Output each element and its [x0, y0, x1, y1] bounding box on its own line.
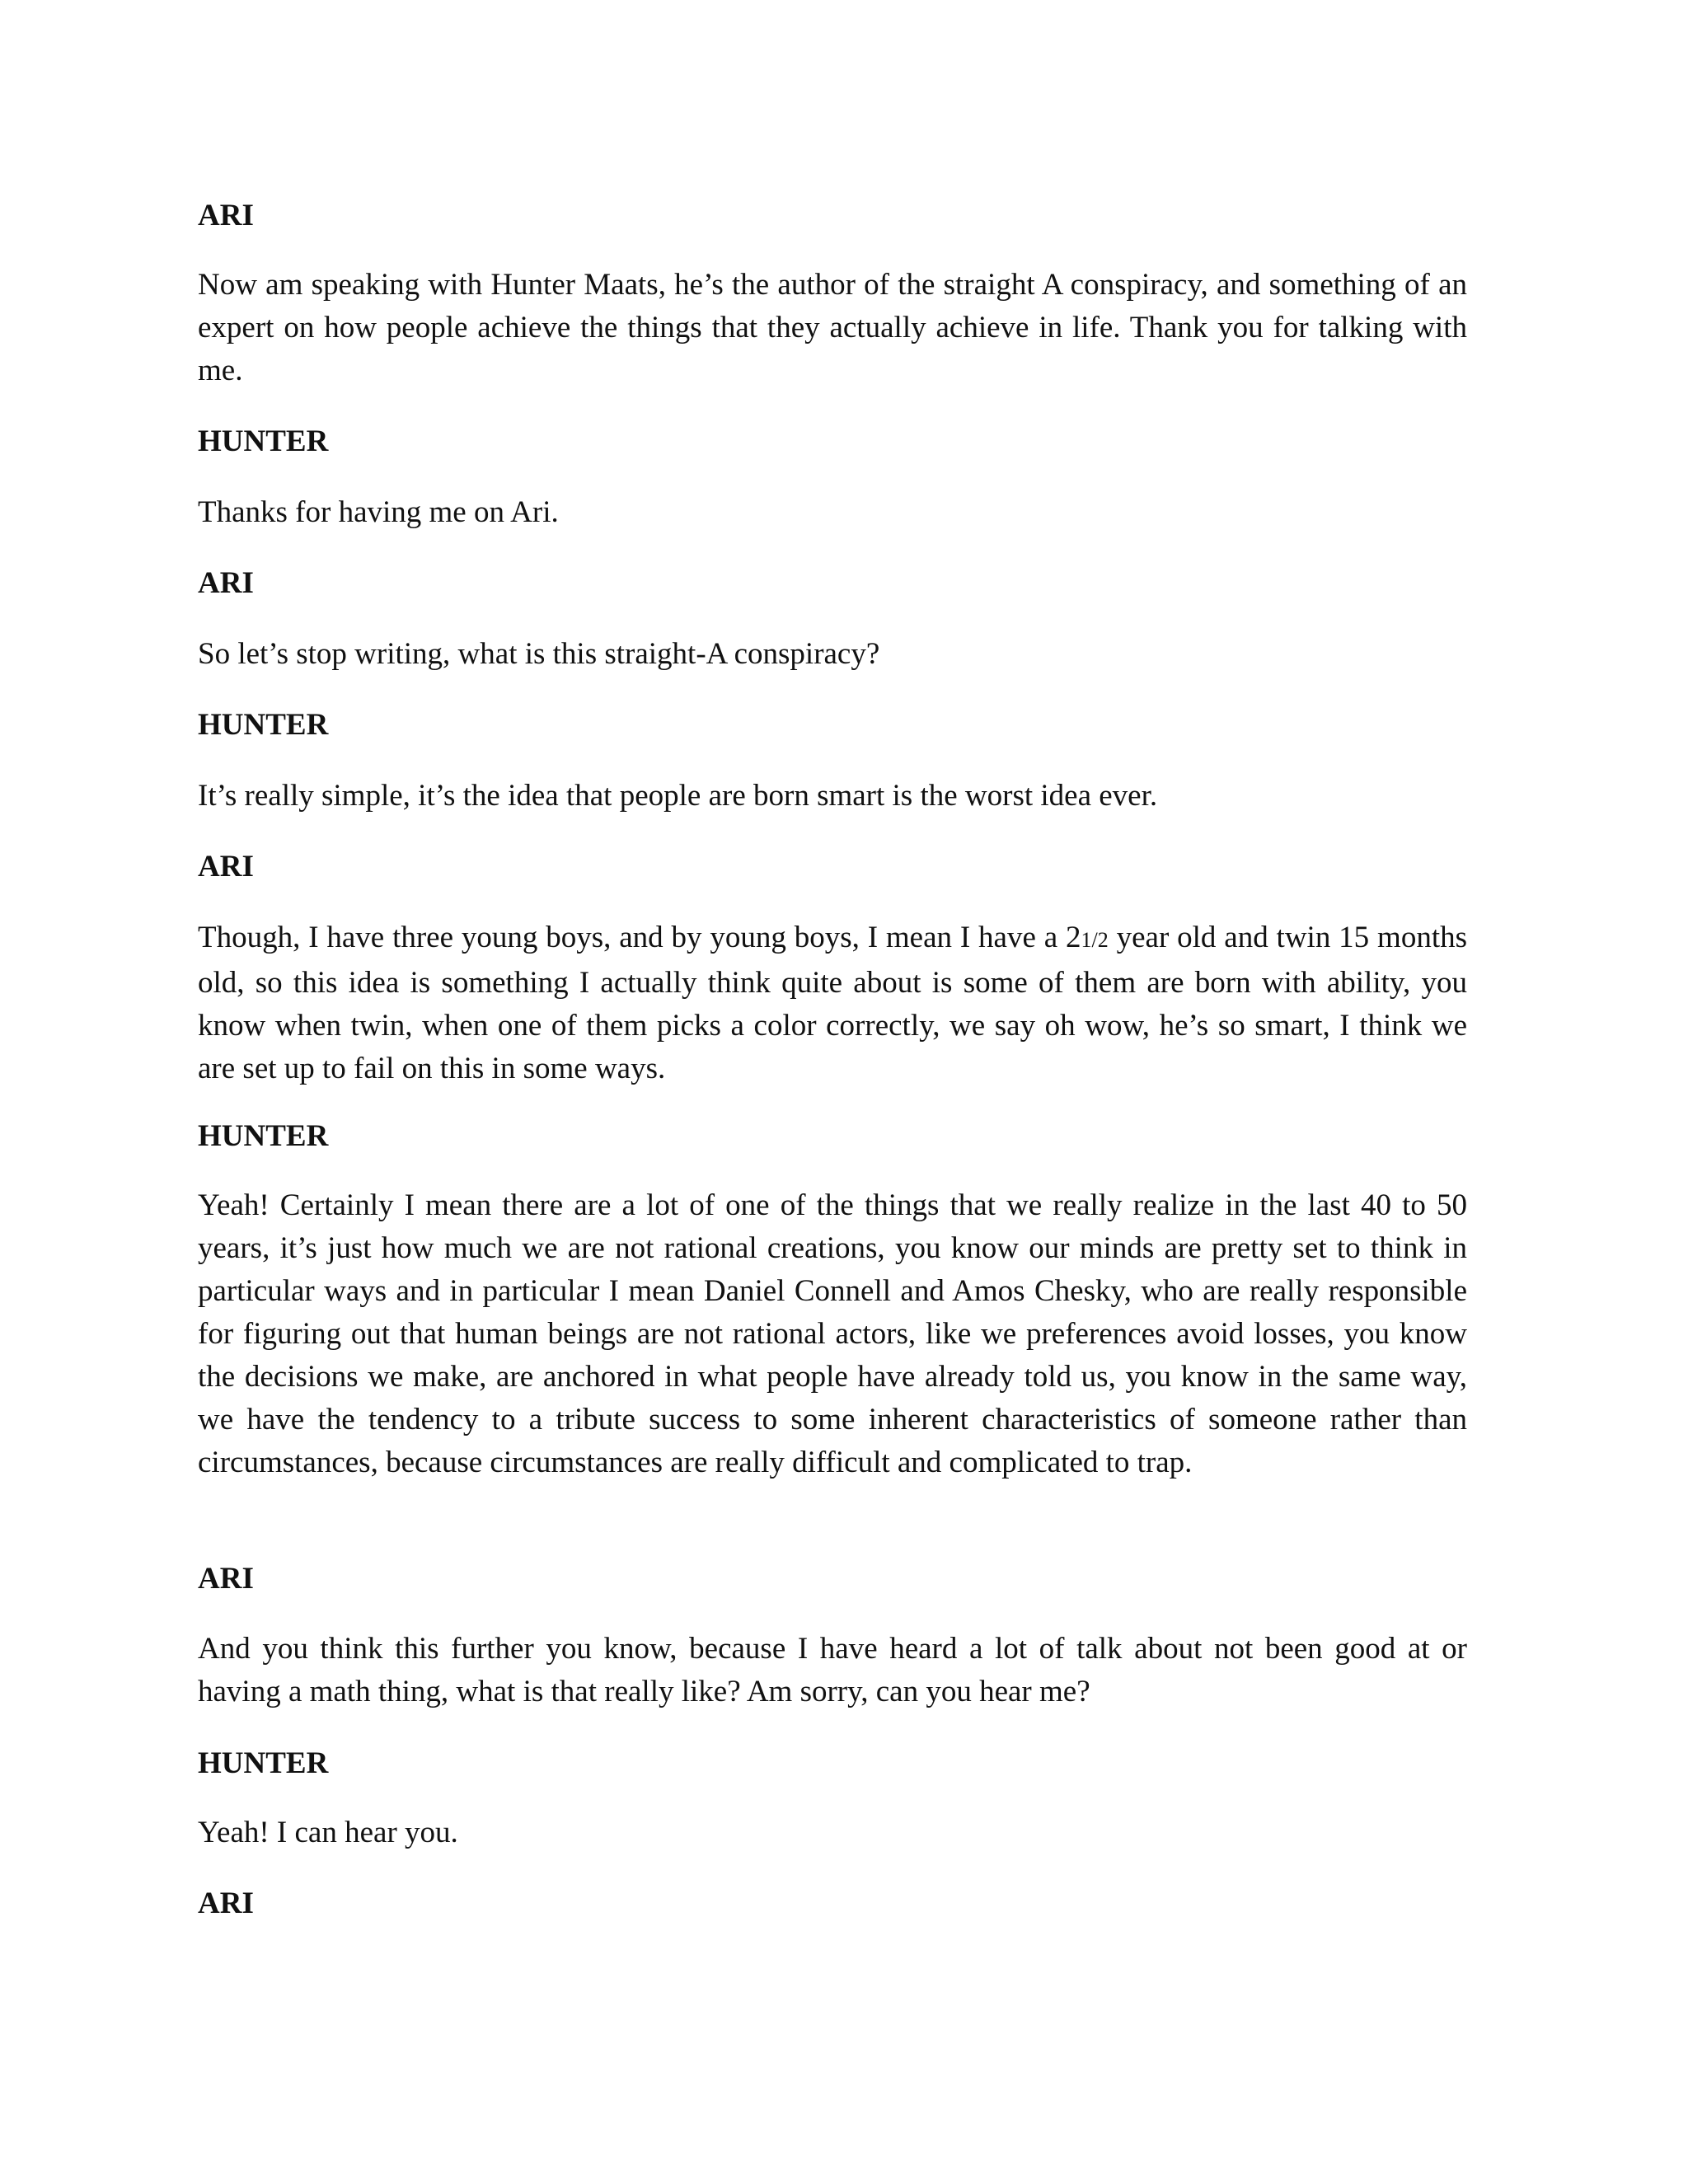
dialogue-paragraph: Now am speaking with Hunter Maats, he’s the author of the straight A conspiracy, and something of an expert on how people achieve the things that they actually achieve in life. Thank you for talking with me. — [198, 268, 1467, 387]
dialogue-paragraph: It’s really simple, it’s the idea that people are born smart is the worst idea ever. — [198, 779, 1158, 813]
speaker-label: ARI — [198, 1886, 254, 1920]
speaker-label: HUNTER — [198, 424, 329, 458]
speaker-label: HUNTER — [198, 1746, 329, 1780]
paragraph-text: year old and twin 15 months old, so this idea is something I actually think quite about is some of them are born with ability, you know when twin, when one of them picks a color correctly, we say oh wow, he’s so smart, I think we are set up to fail on this in some ways. — [198, 921, 1467, 1085]
dialogue-paragraph: Yeah! I can hear you. — [198, 1816, 458, 1849]
dialogue-paragraph — [198, 916, 1467, 1090]
fraction: 1/2 — [1081, 928, 1109, 952]
speaker-label: HUNTER — [198, 1119, 329, 1153]
speaker-label: ARI — [198, 850, 254, 883]
speaker-label: ARI — [198, 199, 254, 232]
dialogue-paragraph: Yeah! Certainly I mean there are a lot of one of the things that we really realize in the last 40 to 50 years, it’s just how much we are not rational creations, you know our minds are pretty set to think in particular ways and in particular I mean Daniel Connell and Amos Chesky, who are really responsible for figuring out that human beings are not rational actors, like we preferences avoid losses, you know the decisions we make, are anchored in what people have already told us, you know in the same way, we have the tendency to a tribute success to some inherent characteristics of someone rather than circumstances, because circumstances are really difficult and complicated to trap. — [198, 1188, 1467, 1479]
paragraph-text: Though, I have three young boys, and by young boys, I mean I have a 2 — [198, 921, 1081, 954]
dialogue-paragraph: So let’s stop writing, what is this straight-A conspiracy? — [198, 637, 880, 671]
speaker-label: ARI — [198, 566, 254, 600]
speaker-label: ARI — [198, 1562, 254, 1596]
dialogue-paragraph: Thanks for having me on Ari. — [198, 495, 559, 529]
speaker-label: HUNTER — [198, 708, 329, 742]
dialogue-paragraph: And you think this further you know, because I have heard a lot of talk about not been good at or having a math thing, what is that really like? Am sorry, can you hear me? — [198, 1632, 1467, 1708]
